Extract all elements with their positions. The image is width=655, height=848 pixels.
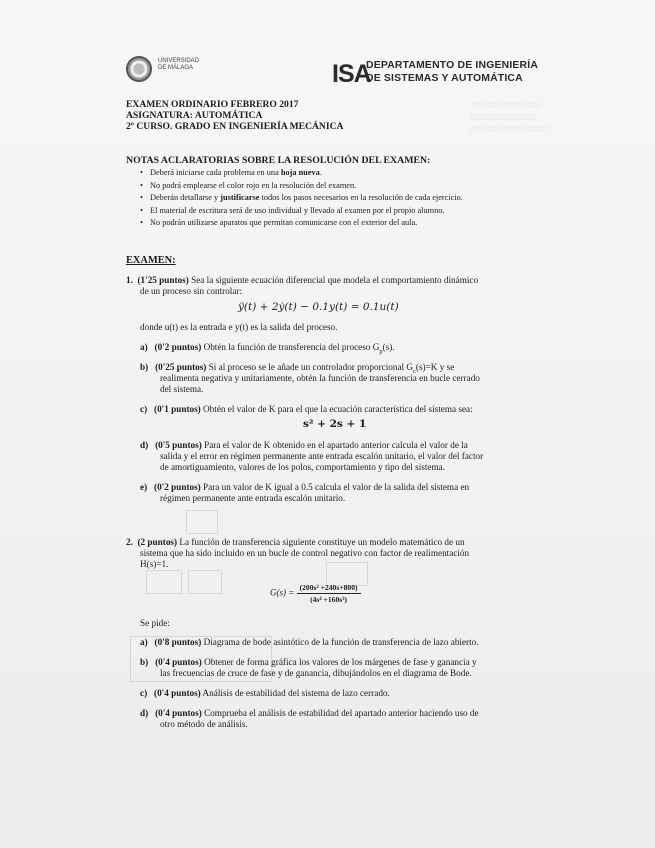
problem-1-item-e: e) (0'2 puntos) Para un valor de K igual a 0.5 calcula el valor de la salida del sistema en [140, 482, 470, 492]
examen-heading: EXAMEN: [126, 255, 176, 266]
problem-1-item-d-line3: de amortiguamiento, valores de los polos, comportamiento y tipo del sistema. [160, 462, 446, 472]
problem-2-item-d-line2: otro método de análisis. [160, 719, 248, 729]
university-seal-icon [126, 56, 152, 82]
problem-2-item-c: c) (0'4 puntos) Análisis de estabilidad del sistema de lazo cerrado. [140, 688, 390, 698]
department-logo: ISA [332, 60, 371, 88]
characteristic-equation: s² + 2s + 1 [303, 418, 367, 430]
problem-2-item-a: a) (0'8 puntos) Diagrama de bode asintótico de la función de transferencia de lazo abierto. [140, 637, 479, 647]
show-through-block [146, 570, 182, 594]
problem-2-intro-line3: H(s)=1. [140, 559, 169, 569]
problem-2-item-d: d) (0'4 puntos) Comprueba el análisis de estabilidad del apartado anterior haciendo uso de [140, 708, 479, 718]
transfer-function: G(s) = $\frac{\text{(200s² +240s+800)}}{\text{(4s⁴ +160s³)}}$ [270, 583, 361, 604]
problem-1-item-d-line2: salida y el error en régimen permanente ante entrada escalón unitario, el valor del factor [160, 451, 484, 461]
notes-list [150, 167, 463, 230]
problem-2-intro: 2. (2 puntos) La función de transferencia siguiente constituye un modelo matemático de un [126, 537, 465, 547]
note-item: • Deberá iniciarse cada problema en una hoja nueva. [150, 167, 463, 180]
show-through-block [186, 510, 218, 534]
problem-2-item-b: b) (0'4 puntos) Obtener de forma gráfica los valores de los márgenes de fase y ganancia y [140, 657, 477, 667]
problem-2-item-b-line2: las frecuencias de cruce de fase y de ganancia, dibujándolos en el diagrama de Bode. [160, 668, 472, 678]
problem-1-item-b-line3: del sistema. [160, 384, 204, 394]
problem-1-item-b-line2: realimenta negativa y unitariamente, obtén la función de transferencia en bucle cerrado [160, 373, 480, 383]
se-pide-label: Se pide: [140, 618, 170, 628]
show-through-text: ▯▯▯▯▯▯▯▯▯▯▯▯▯▯▯▯▯▯ [470, 124, 550, 133]
show-through-text: ▯▯▯▯▯▯▯▯▯▯▯▯▯▯▯ [470, 112, 537, 121]
note-item: • El material de escritura será de uso individual y llevado al examen por el propio alumno. [150, 205, 463, 218]
department-name: DEPARTAMENTO DE INGENIERÍA DE SISTEMAS Y AUTOMÁTICA [366, 60, 539, 84]
problem-1-intro-cont: de un proceso sin controlar: [140, 286, 243, 296]
show-through-block [188, 570, 222, 594]
note-item: • No podrá emplearse el color rojo en la resolución del examen. [150, 180, 463, 193]
note-item: • Deberán detallarse y justificarse todos los pasos necesarios en la resolución de cada ejercicio. [150, 192, 463, 205]
differential-equation: ÿ(t) + 2ẏ(t) − 0.1y(t) = 0.1u(t) [238, 301, 399, 313]
notes-title: NOTAS ACLARATORIAS SOBRE LA RESOLUCIÓN DEL EXAMEN: [126, 155, 431, 166]
problem-1-item-e-line2: régimen permanente ante entrada escalón unitario. [160, 493, 346, 503]
transfer-function-fraction: $\frac{\text{(200s² +240s+800)}}{\text{(4s⁴ +160s³)}}$ [297, 583, 361, 604]
problem-2-intro-line2: sistema que ha sido incluido en un bucle de control negativo con factor de realimentación [140, 548, 470, 558]
problem-1-item-a: a) (0'2 puntos) Obtén la función de transferencia del proceso $G_p(s)$. [140, 342, 395, 355]
show-through-text: ▯▯▯▯▯▯▯▯▯▯▯▯▯▯▯▯ [470, 100, 541, 109]
problem-1-intro: 1. (1'25 puntos) Sea la siguiente ecuación diferencial que modela el comportamiento dinámico [126, 275, 479, 285]
problem-1-item-b: b) (0'25 puntos) Si al proceso se le añade un controlador proporcional $G_c(s)=K$ y se [140, 362, 455, 375]
note-item: • No podrán utilizarse aparatos que permitan comunicarse con el exterior del aula. [150, 217, 463, 230]
problem-1-where: donde u(t) es la entrada e y(t) es la salida del proceso. [140, 322, 338, 332]
university-name: UNIVERSIDAD DE MÁLAGA [158, 58, 200, 71]
exam-info: EXAMEN ORDINARIO FEBRERO 2017 ASIGNATURA: AUTOMÁTICA 2º CURSO. GRADO EN INGENIERÍA MECÁNICA [126, 99, 344, 132]
problem-1-item-d: d) (0'5 puntos) Para el valor de K obtenido en el apartado anterior calcula el valor de la [140, 440, 468, 450]
problem-1-item-c: c) (0'1 puntos) Obtén el valor de K para el que la ecuación característica del sistema sea: [140, 404, 473, 414]
